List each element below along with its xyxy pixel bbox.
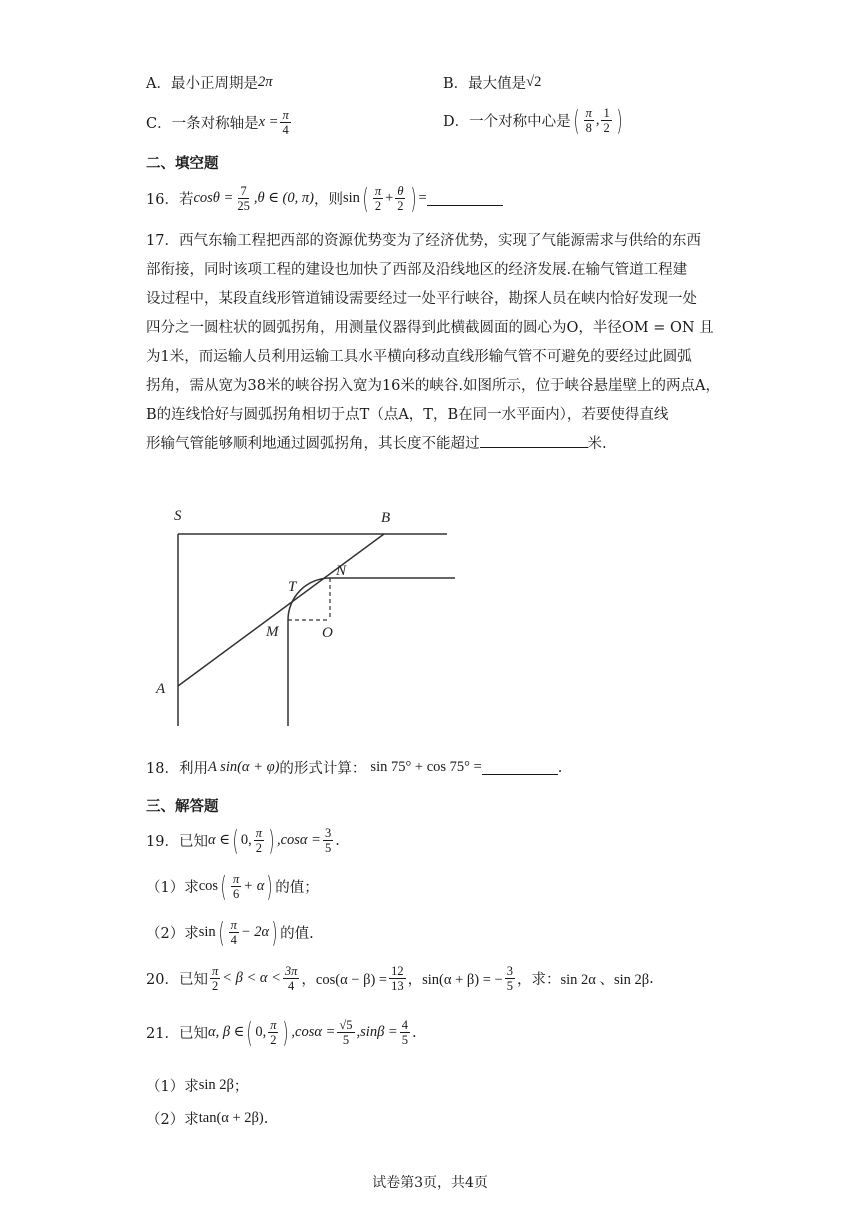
question-20: 20． 已知 $\frac{\pi}{2}$ < β < α < $\frac{3\pi}{4}$ ，cos(α − β) = $\frac{12}{13}$ ，sin(α + β) = − $\frac{3}{5}$ ，求： sin 2α 、sin 2β . — [146, 964, 654, 993]
option-d-label: D． — [443, 114, 470, 130]
question-19-part-2: （2）求 sin ( $\frac{\pi}{4}$ − 2α ) 的值. — [146, 915, 314, 949]
option-c-lhs: x = — [258, 114, 279, 130]
option-a — [146, 72, 273, 93]
label-b: B — [381, 510, 391, 526]
question-17: 17．西气东输工程把西部的资源优势变为了经济优势，实现了气能源需求与供给的东西 部衔接，同时该项工程的建设也加快了西部及沿线地区的经济发展.在输气管道工程建 设过程中，某段直线形管道铺设需要经过一处平行峡谷，勘探人员在峡内恰好发现一处 四分之一圆柱状的圆弧拐角，用测量仪器得到此横截圆面的圆心为O，半径OM = ON 且 为1米，而运输人员利用运输工具水平横向移动直线形输气管不可避免的要经过此圆弧 拐角，需从宽为38米的峡谷拐入宽为16米的峡谷.如图所示，位于峡谷悬崖壁上的两点A， B的连线恰好与圆弧拐角相切于点T（点A，T，B在同一水平面内），若要使得直线 形输气管能够顺利地通过圆弧拐角，其长度不能超过 米. — [146, 233, 720, 452]
label-o: O — [322, 625, 333, 641]
option-d-frac2: $\frac{1}{2}$ — [603, 106, 610, 135]
answer-blank-18[interactable] — [482, 760, 558, 775]
paren-open: ( — [573, 103, 580, 137]
page-footer: 试卷第3页，共4页 — [372, 1175, 488, 1191]
answer-blank-17[interactable] — [480, 433, 588, 448]
paren-close: ) — [616, 103, 623, 137]
label-s: S — [174, 508, 182, 524]
question-16: 16． 若 cosθ = $\frac{7}{25}$ ,θ ∈ (0, π) ，则 sin ( $\frac{\pi}{2}$ + $\frac{\theta}{2}$ ) = — [146, 184, 503, 213]
section-fill-in: 二、填空题 — [146, 156, 219, 172]
option-d: D． 一个对称中心是 ( $\frac{\pi}{8}$ , $\frac{1}{2}$ ) — [443, 103, 623, 137]
option-c-label: C． — [146, 116, 172, 132]
question-21-part-2: （2）求 tan(α + 2β) . — [146, 1110, 269, 1128]
question-19-part-1: （1）求 cos ( $\frac{\pi}{6}$ + α ) 的值； — [146, 869, 319, 903]
option-d-frac1: $\frac{\pi}{8}$ — [585, 106, 592, 135]
question-18: 18． 利用 A sin(α + φ) 的形式计算： sin 75° + cos 75° = . — [146, 759, 563, 777]
option-c — [146, 108, 293, 137]
label-t: T — [288, 579, 297, 595]
option-d-text: 一个对称中心是 — [469, 114, 571, 130]
option-b — [443, 72, 541, 93]
option-b-label: B． — [443, 76, 469, 92]
question-19: 19． 已知 α ∈ ( 0, $\frac{\pi}{2}$ ) ,cosα = $\frac{3}{5}$ . — [146, 823, 340, 857]
label-a: A — [156, 681, 166, 697]
option-a-math: 2π — [257, 74, 273, 90]
label-m: M — [266, 624, 279, 640]
option-a-text: 最小正周期是 — [170, 76, 258, 92]
option-b-math: √2 — [526, 74, 542, 90]
option-a-label: A． — [146, 76, 171, 92]
section-solve: 三、解答题 — [146, 799, 219, 815]
canyon-figure — [150, 500, 470, 730]
option-c-fraction: $\frac{\pi}{4}$ — [282, 108, 289, 137]
option-b-text: 最大值是 — [468, 76, 527, 92]
pipe-line-ab — [178, 534, 384, 686]
option-c-text: 一条对称轴是 — [171, 116, 259, 132]
question-21: 21． 已知 α, β ∈ ( 0, $\frac{\pi}{2}$ ) ,cosα = $\frac{√5}{5}$ ,sinβ = $\frac{4}{5}$ . — [146, 1015, 417, 1049]
answer-blank-16[interactable] — [427, 191, 503, 206]
question-21-part-1: （1）求 sin 2β ； — [146, 1077, 249, 1095]
label-n: N — [336, 563, 347, 579]
